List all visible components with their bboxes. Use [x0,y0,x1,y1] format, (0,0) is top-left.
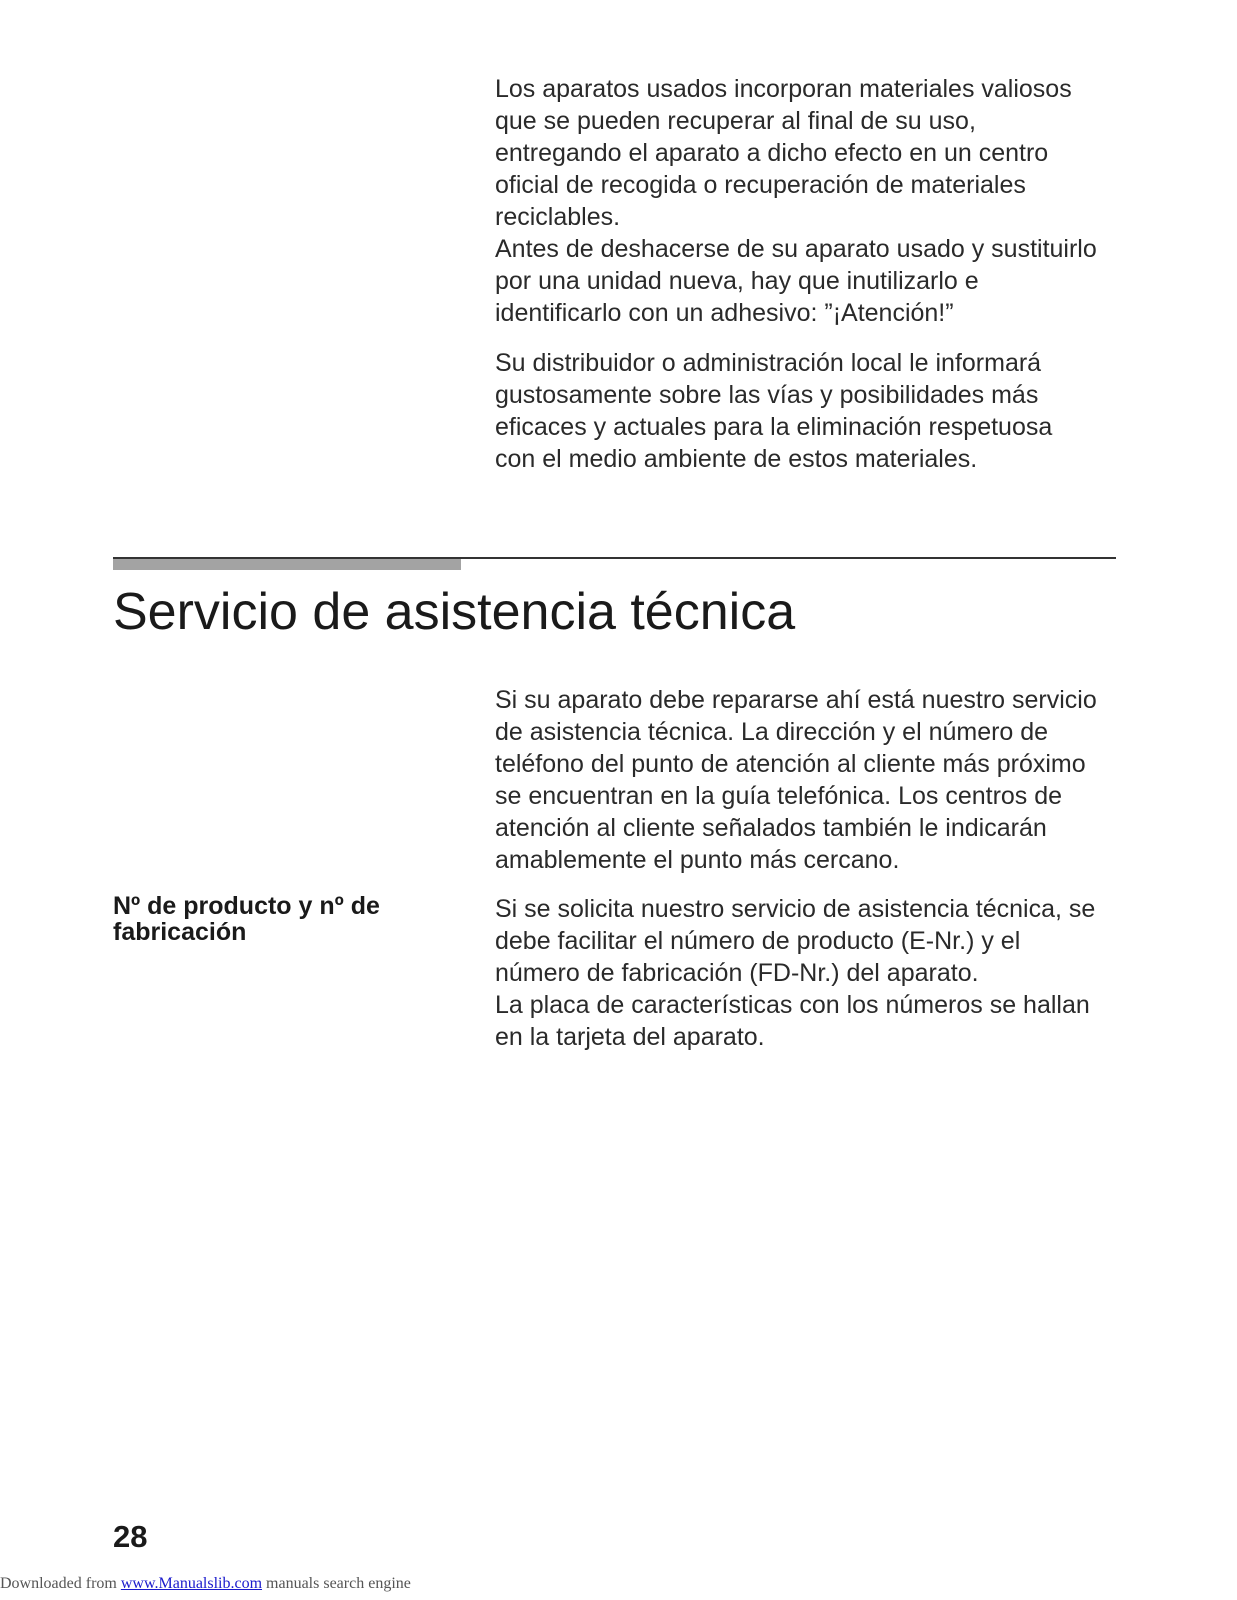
section-title: Servicio de asistencia técnica [113,583,796,641]
text-line: Si su aparato debe repararse ahí está nuestro servicio [495,686,1097,714]
service-paragraph [495,684,1135,876]
text-line: número de fabricación (FD-Nr.) del aparato. [495,959,979,987]
manualslib-link[interactable]: www.Manualslib.com [120,1575,263,1592]
product-number-heading [113,893,463,945]
heading-line: Nº de producto y nº de [113,892,380,920]
heading-line: fabricación [113,918,247,946]
text-line: en la tarjeta del aparato. [495,1023,765,1051]
text-line: gustosamente sobre las vías y posibilidades más [495,381,1039,409]
footer-suffix: manuals search engine [262,1575,411,1592]
text-line: Antes de deshacerse de su aparato usado y sustituirlo [495,235,1097,263]
text-line: La placa de características con los números se hallan [495,991,1090,1019]
recycling-paragraph [495,73,1135,329]
download-footer [0,1574,411,1594]
text-line: con el medio ambiente de estos materiales. [495,445,978,473]
text-line: amablemente el punto más cercano. [495,846,900,874]
text-line: de asistencia técnica. La dirección y el número de [495,718,1049,746]
text-line: oficial de recogida o recuperación de materiales [495,171,1026,199]
text-line: reciclables. [495,203,621,231]
distributor-paragraph [495,347,1135,475]
text-line: por una unidad nueva, hay que inutilizarlo e [495,267,979,295]
text-line: teléfono del punto de atención al cliente más próximo [495,750,1086,778]
section-divider-accent [113,559,461,570]
text-line: Los aparatos usados incorporan materiales valiosos [495,75,1072,103]
text-line: se encuentran en la guía telefónica. Los centros de [495,782,1063,810]
text-line: identificarlo con un adhesivo: ”¡Atención!” [495,299,954,327]
text-line: eficaces y actuales para la eliminación respetuosa [495,413,1053,441]
text-line: que se pueden recuperar al final de su uso, [495,107,976,135]
text-line: debe facilitar el número de producto (E-Nr.) y el [495,927,1021,955]
footer-prefix: Downloaded from [0,1575,121,1592]
text-line: Si se solicita nuestro servicio de asistencia técnica, se [495,895,1096,923]
page-number: 28 [113,1519,148,1554]
text-line: entregando el aparato a dicho efecto en un centro [495,139,1049,167]
text-line: atención al cliente señalados también le indicarán [495,814,1047,842]
text-line: Su distribuidor o administración local le informará [495,349,1042,377]
product-number-paragraph [495,893,1135,1053]
